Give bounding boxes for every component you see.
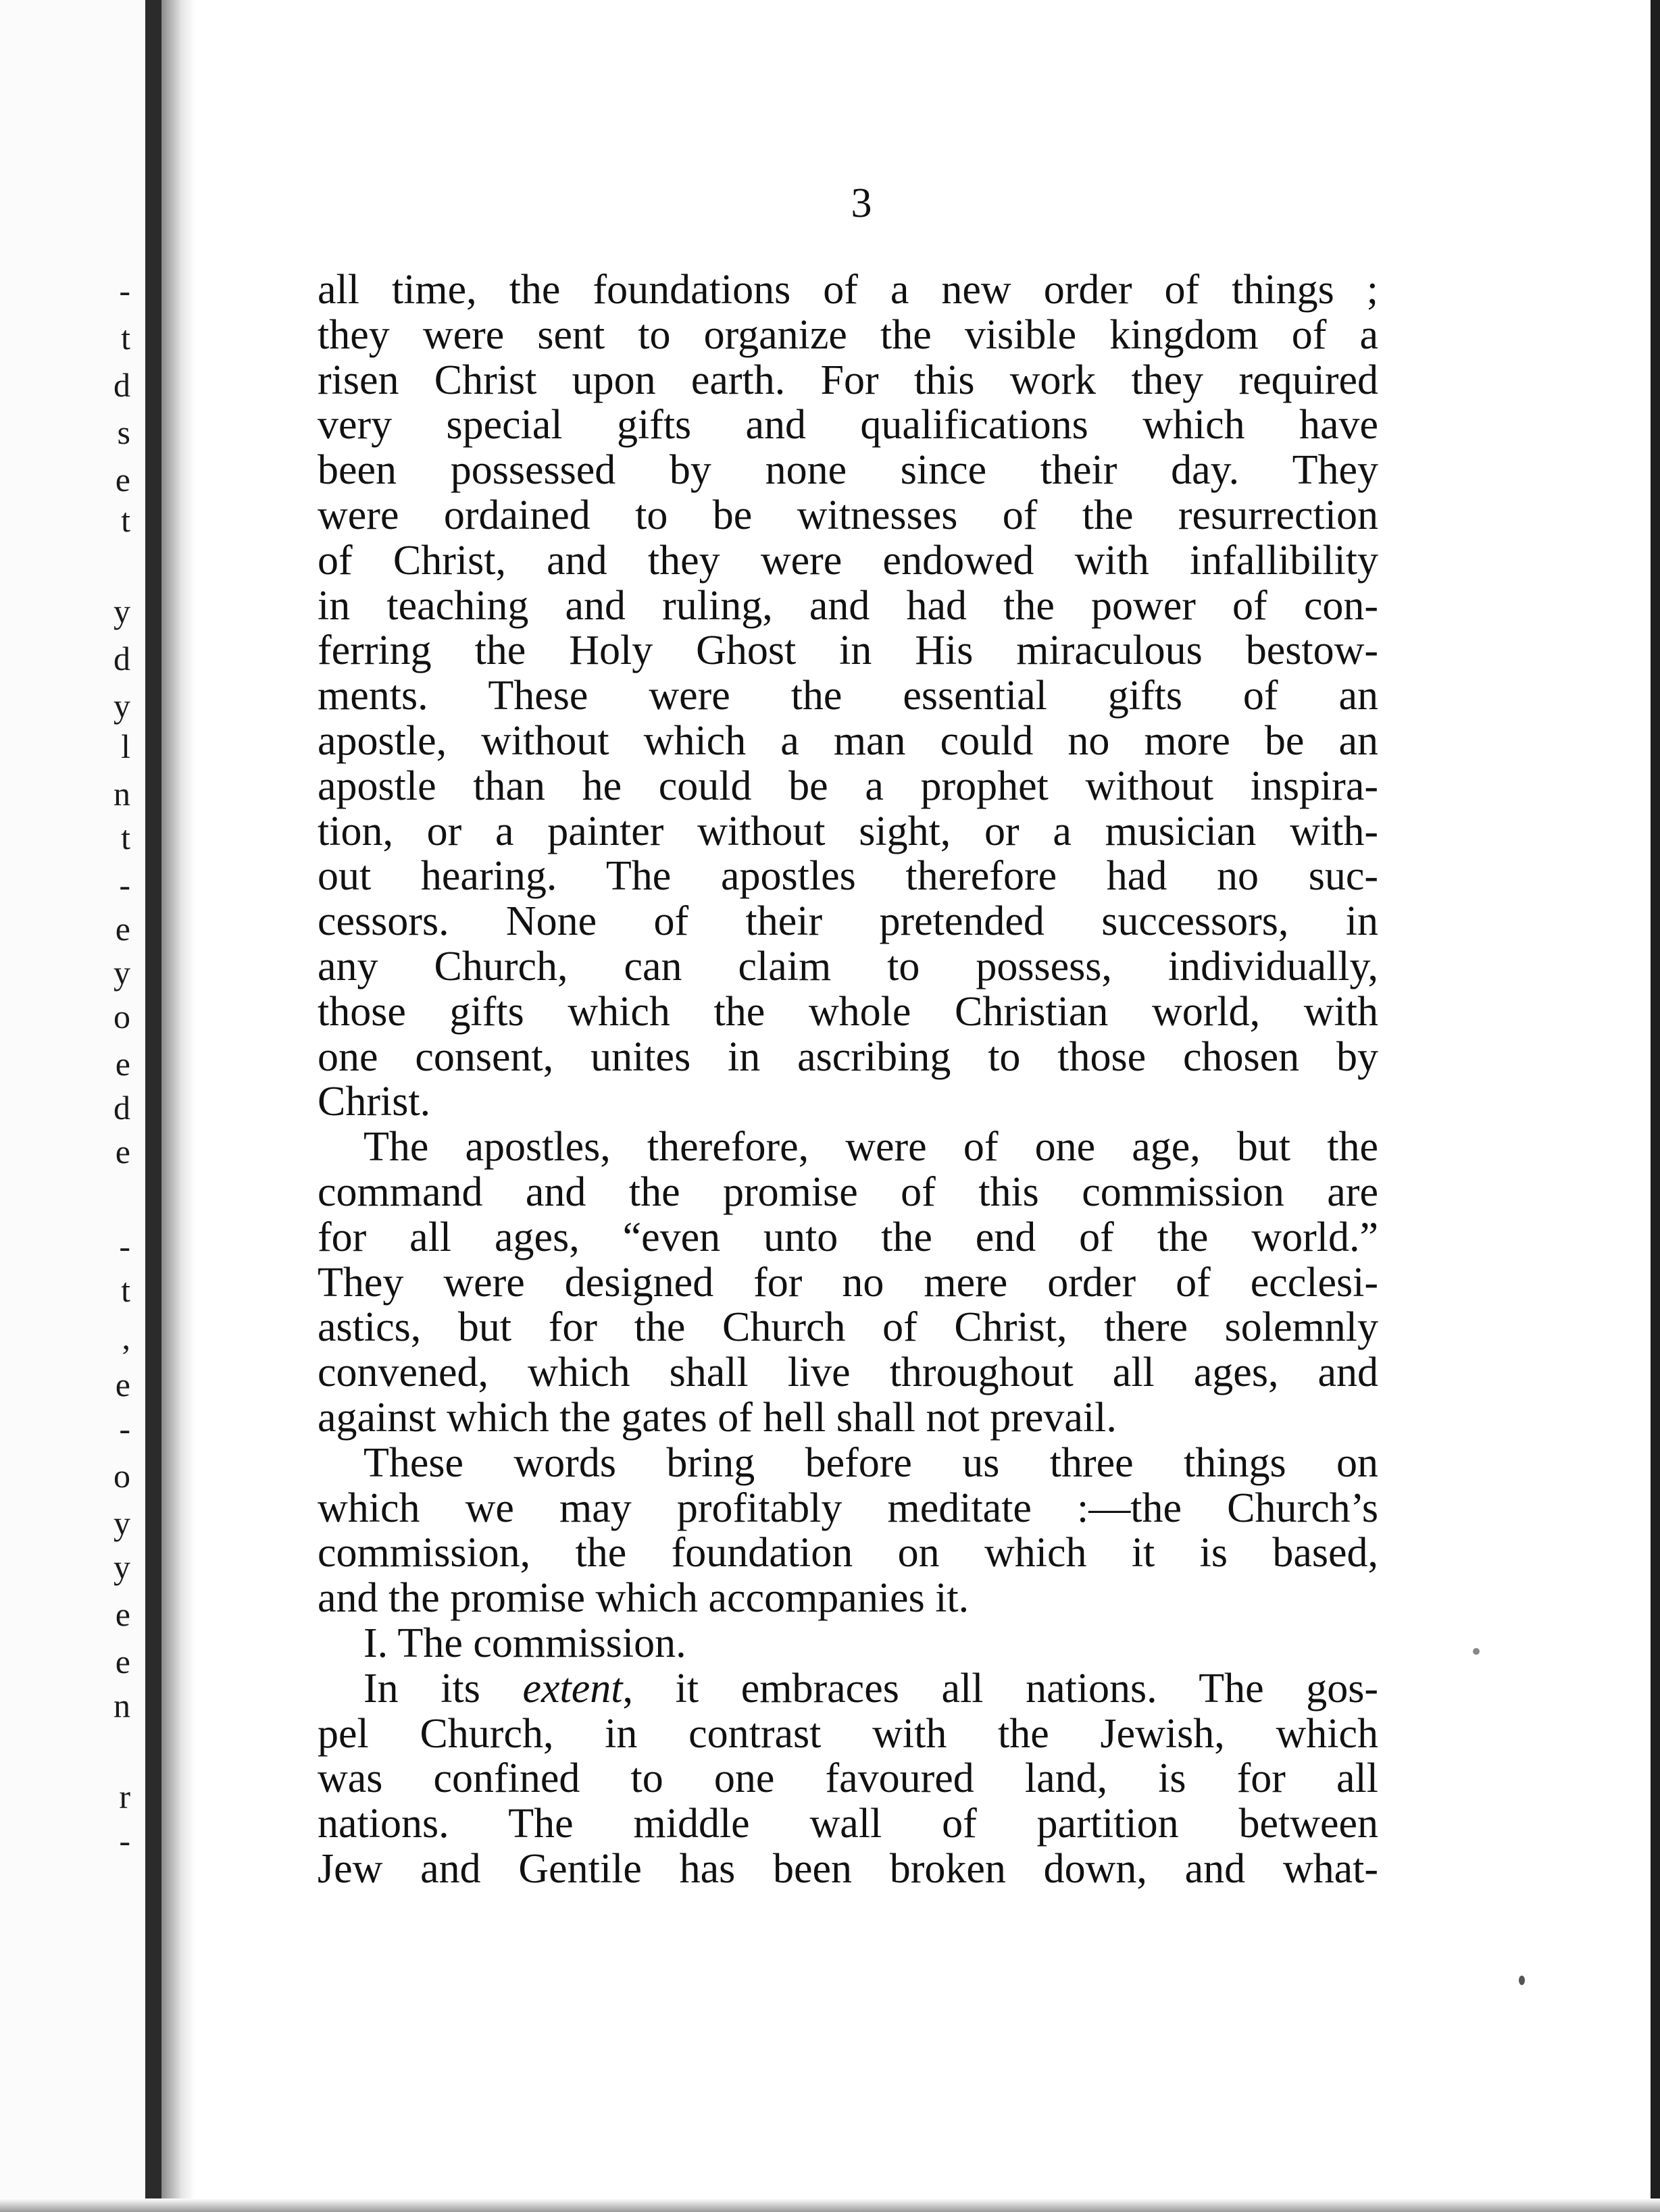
text-line: pel Church, in contrast with the Jewish, which — [318, 1710, 1378, 1757]
adjacent-page-fragment: d — [114, 1089, 130, 1127]
adjacent-page-fragment: y — [114, 592, 130, 630]
text-line: convened, which shall live throughout all ages, and — [318, 1349, 1378, 1396]
text-line: any Church, can claim to possess, individually, — [318, 943, 1378, 989]
book-gutter-fade — [161, 0, 195, 2212]
adjacent-page-fragment: y — [114, 954, 130, 992]
adjacent-page-fragment: n — [114, 775, 130, 813]
adjacent-page-fragment: e — [115, 461, 130, 498]
adjacent-page-fragment: r — [119, 1778, 130, 1816]
text-line: one consent, unites in ascribing to those chosen by — [318, 1033, 1378, 1080]
adjacent-page-text-fragments — [0, 0, 145, 2212]
text-line: in teaching and ruling, and had the power of con- — [318, 582, 1378, 629]
text-run: In its — [363, 1665, 523, 1712]
paragraph-3 — [318, 1441, 1378, 1621]
adjacent-page-fragment: e — [115, 1045, 130, 1083]
adjacent-page-fragment: y — [114, 1504, 130, 1542]
adjacent-page-fragment: e — [115, 1643, 130, 1680]
adjacent-page-fragment: s — [117, 413, 130, 451]
adjacent-page-fragment: l — [121, 727, 130, 765]
text-line — [318, 1666, 1378, 1712]
adjacent-page-fragment: - — [119, 272, 130, 309]
text-line: tion, or a painter without sight, or a musician with- — [318, 808, 1378, 854]
text-line: commission, the foundation on which it is based, — [318, 1530, 1378, 1576]
text-line: for all ages, “even unto the end of the world.” — [318, 1214, 1378, 1260]
text-line: astics, but for the Church of Christ, there solemnly — [318, 1304, 1378, 1351]
text-line: of Christ, and they were endowed with infallibility — [318, 537, 1378, 584]
paper-speck — [1519, 1976, 1525, 1985]
text-line: Christ. — [318, 1079, 431, 1125]
adjacent-page-fragment: - — [119, 866, 130, 904]
text-line: apostle, without which a man could no more be an — [318, 717, 1378, 764]
section-heading — [318, 1621, 1378, 1666]
adjacent-page-fragment: t — [121, 319, 130, 357]
text-line: which we may profitably meditate :—the Church’s — [318, 1485, 1378, 1531]
adjacent-page-fragment: e — [115, 1595, 130, 1633]
adjacent-page-fragment: o — [114, 998, 130, 1035]
book-gutter-shadow — [145, 0, 161, 2212]
text-line: Jew and Gentile has been broken down, and what- — [318, 1845, 1378, 1892]
italic-emphasis: extent — [522, 1665, 623, 1712]
adjacent-page-fragment: y — [114, 687, 130, 725]
adjacent-page-fragment: t — [121, 1271, 130, 1309]
adjacent-page-fragment: - — [119, 1227, 130, 1265]
adjacent-page-fragment: d — [114, 640, 130, 677]
adjacent-page-fragment: t — [121, 819, 130, 856]
section-heading-text: I. The commission. — [363, 1620, 686, 1666]
adjacent-page-fragment: n — [114, 1687, 130, 1724]
text-line: ments. These were the essential gifts of an — [318, 673, 1378, 719]
paragraph-4 — [318, 1666, 1378, 1892]
page-number: 3 — [851, 180, 872, 226]
right-page-edge — [1651, 0, 1660, 2212]
page-body-text — [318, 267, 1378, 1892]
text-line: against which the gates of hell shall not prevail. — [318, 1394, 1117, 1441]
adjacent-page-fragment: y — [114, 1548, 130, 1586]
text-line: cessors. None of their pretended successors, in — [318, 898, 1378, 945]
text-line: The apostles, therefore, were of one age, but the — [363, 1124, 1378, 1171]
adjacent-page-fragment: - — [119, 1822, 130, 1859]
text-line: been possessed by none since their day. They — [318, 447, 1378, 494]
text-line: those gifts which the whole Christian world, with — [318, 988, 1378, 1035]
adjacent-page-fragment: , — [122, 1318, 130, 1356]
text-line: they were sent to organize the visible kingdom of a — [318, 311, 1378, 358]
text-line: They were designed for no mere order of ecclesi- — [318, 1259, 1378, 1306]
text-line: were ordained to be witnesses of the resurrection — [318, 492, 1378, 538]
adjacent-page-fragment: - — [119, 1410, 130, 1447]
paper-speck — [1473, 1648, 1480, 1655]
adjacent-page-fragment: e — [115, 910, 130, 948]
adjacent-page — [0, 0, 145, 2212]
text-line: very special gifts and qualifications which have — [318, 402, 1378, 448]
paragraph-2 — [318, 1125, 1378, 1441]
adjacent-page-fragment: d — [114, 366, 130, 404]
adjacent-page-fragment: e — [115, 1133, 130, 1171]
adjacent-page-fragment: e — [115, 1366, 130, 1404]
text-line: risen Christ upon earth. For this work they required — [318, 357, 1378, 403]
paragraph-1 — [318, 267, 1378, 1125]
adjacent-page-fragment: t — [121, 501, 130, 539]
text-line: apostle than he could be a prophet without inspira- — [318, 763, 1378, 809]
text-line: command and the promise of this commission are — [318, 1168, 1378, 1215]
text-line: These words bring before us three things on — [363, 1439, 1378, 1486]
text-line: was confined to one favoured land, is for all — [318, 1755, 1378, 1802]
text-line: out hearing. The apostles therefore had no suc- — [318, 853, 1378, 900]
text-line: all time, the foundations of a new order of things ; — [318, 267, 1378, 313]
adjacent-page-fragment: o — [114, 1457, 130, 1495]
text-line: ferring the Holy Ghost in His miraculous bestow- — [318, 627, 1378, 674]
text-line: and the promise which accompanies it. — [318, 1575, 970, 1622]
bottom-page-edge — [0, 2198, 1660, 2212]
text-run: , it embraces all nations. The gos- — [622, 1665, 1379, 1712]
text-line: nations. The middle wall of partition between — [318, 1801, 1378, 1847]
